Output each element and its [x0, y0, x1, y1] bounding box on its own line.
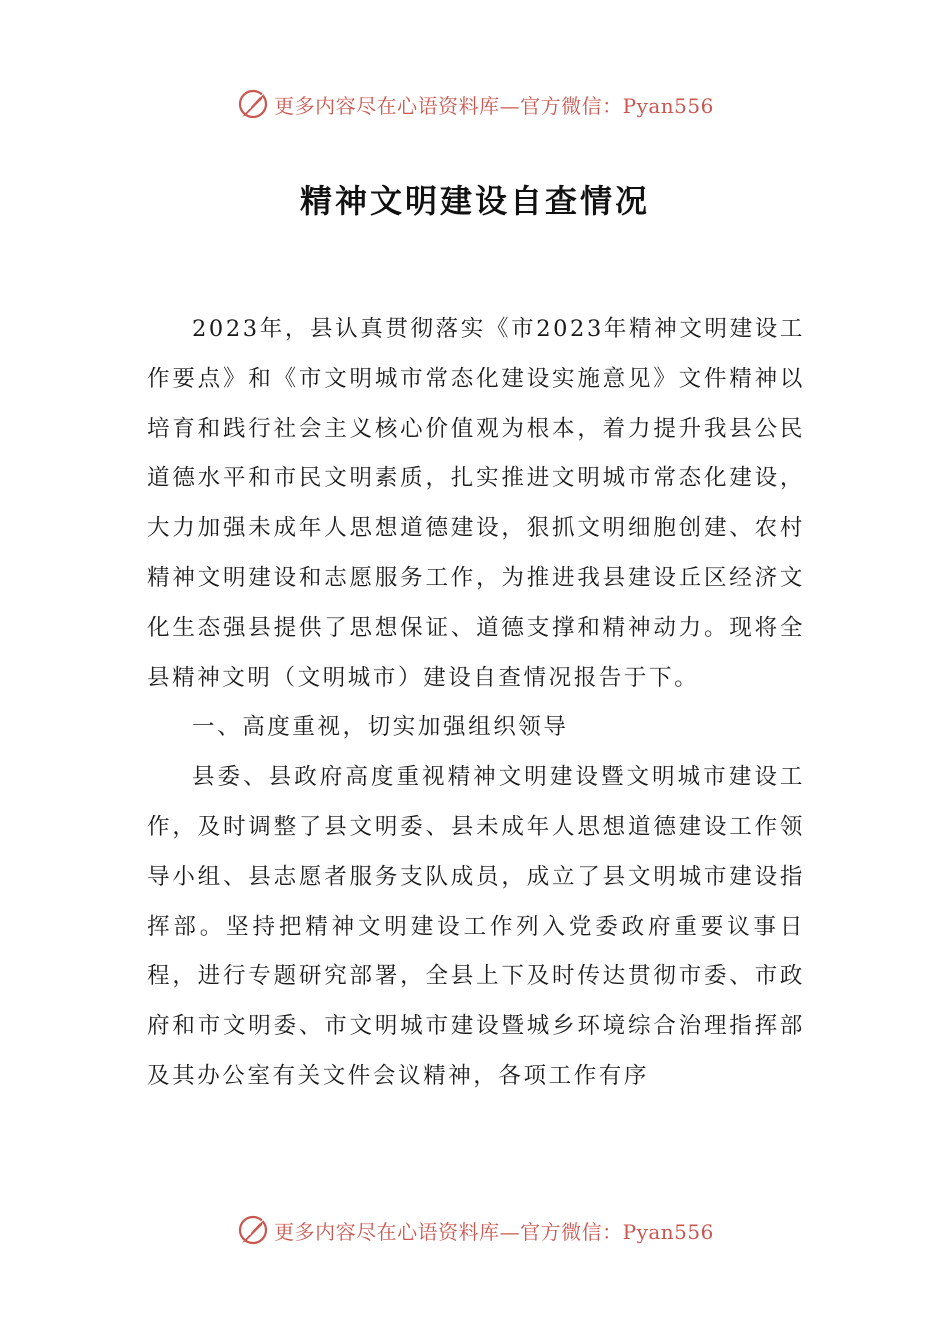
watermark-banner-top	[0, 84, 950, 124]
paragraph-intro: 2023年，县认真贯彻落实《市2023年精神文明建设工作要点》和《市文明城市常态化建设实施意见》文件精神以培育和践行社会主义核心价值观为根本，着力提升我县公民道德水平和市民文明素质，扎实推进文明城市常态化建设，大力加强未成年人思想道德建设，狠抓文明细胞创建、农村精神文明建设和志愿服务工作，为推进我县建设丘区经济文化生态强县提供了思想保证、道德支撑和精神动力。现将全县精神文明（文明城市）建设自查情况报告于下。	[147, 316, 805, 691]
document-title: 精神文明建设自查情况	[299, 182, 650, 220]
watermark-banner-bottom	[0, 1210, 950, 1250]
pen-logo-icon	[236, 87, 270, 121]
document-body	[147, 305, 805, 1102]
paragraph-section-one: 县委、县政府高度重视精神文明建设暨文明城市建设工作，及时调整了县文明委、县未成年人思想道德建设工作领导小组、县志愿者服务支队成员，成立了县文明城市建设指挥部。坚持把精神文明建设工作列入党委政府重要议事日程，进行专题研究部署，全县上下及时传达贯彻市委、市政府和市文明委、市文明城市建设暨城乡环境综合治理指挥部及其办公室有关文件会议精神，各项工作有序	[147, 764, 805, 1089]
watermark-text: 更多内容尽在心语资料库—官方微信：Pyan556	[274, 93, 714, 118]
watermark-text: 更多内容尽在心语资料库—官方微信：Pyan556	[274, 1219, 714, 1244]
section-heading: 一、高度重视，切实加强组织领导	[192, 714, 569, 741]
pen-logo-icon	[236, 1213, 270, 1247]
